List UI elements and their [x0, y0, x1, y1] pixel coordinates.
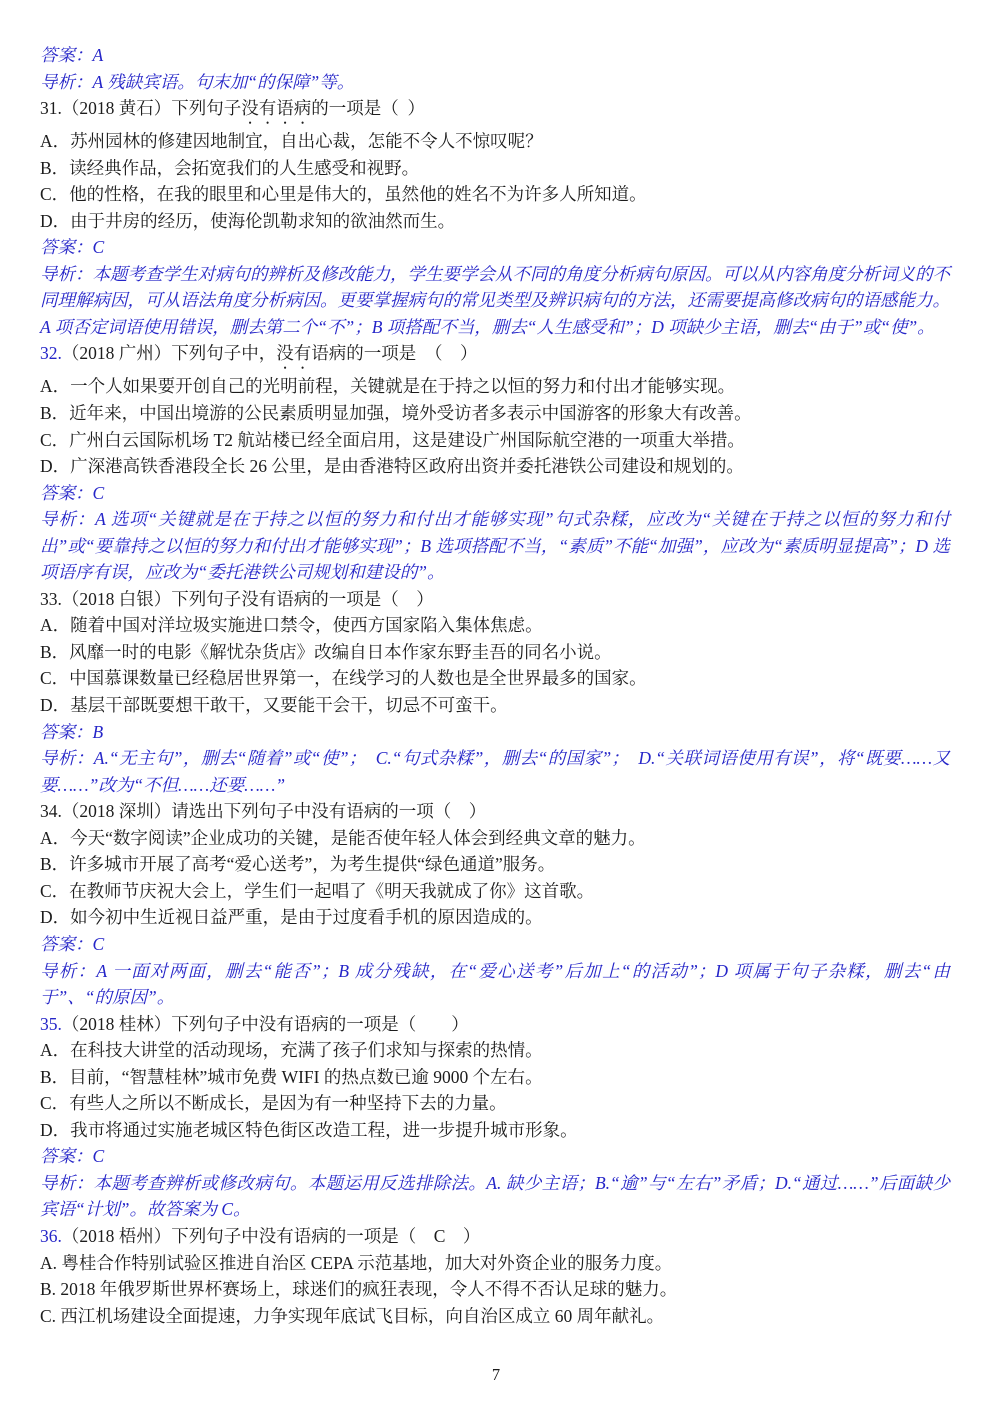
question-stem [40, 586, 950, 613]
option-line: B．读经典作品，会拓宽我们的人生感受和视野。 [40, 157, 420, 178]
option-line: A．在科技大讲堂的活动现场，充满了孩子们求知与探索的热情。 [40, 1040, 543, 1061]
option-line: C．中国慕课数量已经稳居世界第一，在线学习的人数也是全世界最多的国家。 [40, 668, 647, 689]
question-stem [40, 1011, 950, 1038]
question-number: 31. [40, 98, 62, 119]
option-line: C．广州白云国际机场 T2 航站楼已经全面启用，这是建设广州国际航空港的一项重大举措。 [40, 429, 745, 450]
question-number: 32. [40, 343, 62, 364]
analysis-text: 导析：本题考查学生对病句的辨析及修改能力，学生要学会从不同的角度分析病句原因。可以从内容角度分析词义的不同理解病因，可从语法角度分析病因。更要掌握病句的常见类型及辨识病句的方法，还需要提高修改病句的语感能力。A 项否定词语使用错误，删去第二个“不”；B 项搭配不当，删去“人生感受和”；D 项缺少主语，删去“由于”或“使”。 [40, 263, 950, 337]
question-stem-text: （2018 白银）下列句子没有语病的一项是（ ） [61, 588, 434, 609]
question-block [40, 1011, 950, 1223]
option-line: A．苏州园林的修建因地制宜，自出心裁，怎能不令人不惊叹呢？ [40, 131, 543, 152]
option-line: C．在教师节庆祝大会上，学生们一起唱了《明天我就成了你》这首歌。 [40, 880, 595, 901]
question-stem-emphasis: 没有 [276, 343, 312, 364]
question-stem [40, 798, 950, 825]
question-block [40, 1223, 950, 1329]
questions [40, 95, 950, 1329]
leading-answer-line: 答案：A [40, 45, 104, 65]
option-line: D．如今初中生近视日益严重，是由于过度看手机的原因造成的。 [40, 907, 543, 928]
answer-line: 答案：C [40, 933, 105, 954]
option-line: A．今天“数字阅读”企业成功的关键，是能否使年轻人体会到经典文章的魅力。 [40, 827, 646, 848]
analysis-text: 导析：A 一面对两面，删去“能否”；B 成分残缺，在“爱心送考”后加上“的活动”；D 项属于句子杂糅，删去“由于”、“的原因”。 [40, 960, 950, 1008]
option-line: B. 2018 年俄罗斯世界杯赛场上，球迷们的疯狂表现，令人不得不否认足球的魅力。 [40, 1279, 678, 1300]
leading-analysis-line: 导析：A 残缺宾语。句末加“的保障”等。 [40, 71, 355, 92]
answer-line: 答案：C [40, 1146, 105, 1167]
option-line: A. 粤桂合作特别试验区推进自治区 CEPA 示范基地，加大对外资企业的服务力度。 [40, 1252, 673, 1273]
option-line: C．有些人之所以不断成长，是因为有一种坚持下去的力量。 [40, 1093, 507, 1114]
question-stem-text: （2018 广州）下列句子中， [61, 343, 277, 364]
question-stem-text: （2018 深圳）请选出下列句子中没有语病的一项（ ） [61, 801, 487, 822]
question-stem [40, 340, 950, 373]
option-line: A．一个人如果要开创自己的光明前程，关键就是在于持之以恒的努力和付出才能够实现。 [40, 376, 736, 397]
question-block [40, 798, 950, 1010]
question-block [40, 95, 950, 340]
question-number: 34. [40, 801, 62, 822]
option-line: D．基层干部既要想干敢干，又要能干会干，切忌不可蛮干。 [40, 695, 508, 716]
analysis-text: 导析：A 选项“关键就是在于持之以恒的努力和付出才能够实现”句式杂糅，应改为“关键在于持之以恒的努力和付出”或“要靠持之以恒的努力和付出才能够实现”；B 选项搭配不当，“素质”不能“加强”，应改为“素质明显提高”；D 选项语序有误，应改为“委托港铁公司规划和建设的”。 [40, 509, 950, 583]
question-block [40, 586, 950, 798]
question-stem-text-after: 的一项是（ ） [311, 98, 425, 119]
question-block [40, 340, 950, 585]
option-line: D．由于井房的经历，使海伦凯勒求知的欲油然而生。 [40, 210, 456, 231]
page-number: 7 [491, 1365, 501, 1384]
option-line: C. 西江机场建设全面提速，力争实现年底试飞目标，向自治区成立 60 周年献礼。 [40, 1305, 665, 1326]
answer-line: 答案：C [40, 237, 105, 258]
option-line: B．风靡一时的电影《解忧杂货店》改编自日本作家东野圭吾的同名小说。 [40, 641, 612, 662]
question-number: 36. [40, 1225, 62, 1246]
question-stem-text: （2018 桂林）下列句子中没有语病的一项是（ ） [61, 1013, 469, 1034]
question-stem [40, 1223, 950, 1250]
option-line: B．近年来，中国出境游的公民素质明显加强，境外受访者多表示中国游客的形象大有改善。 [40, 403, 752, 424]
answer-line: 答案：C [40, 482, 105, 503]
analysis-text: 导析：A.“无主句”，删去“随着”或“使”； C.“句式杂糅”，删去“的国家”； D.“关联词语使用有误”，将“既要……又要……”改为“不但……还要……” [40, 748, 950, 795]
answer-line: 答案：B [40, 721, 104, 742]
question-stem-text: （2018 黄石）下列句子 [61, 98, 242, 119]
question-stem-emphasis: 没有语病 [241, 98, 312, 119]
option-line: B．许多城市开展了高考“爱心送考”，为考生提供“绿色通道”服务。 [40, 854, 556, 875]
question-number: 33. [40, 588, 62, 609]
option-line: A．随着中国对洋垃圾实施进口禁令，使西方国家陷入集体焦虑。 [40, 615, 543, 636]
option-line: C．他的性格，在我的眼里和心里是伟大的，虽然他的姓名不为许多人所知道。 [40, 184, 647, 205]
question-stem-text: （2018 梧州）下列句子中没有语病的一项是（ C ） [61, 1225, 481, 1246]
option-line: D．我市将通过实施老城区特色街区改造工程，进一步提升城市形象。 [40, 1119, 578, 1140]
option-line: B．目前，“智慧桂林”城市免费 WIFI 的热点数已逾 9000 个左右。 [40, 1066, 543, 1087]
option-line: D．广深港高铁香港段全长 26 公里，是由香港特区政府出资并委托港铁公司建设和规划的。 [40, 456, 744, 477]
question-stem [40, 95, 950, 128]
question-stem-text-after: 语病的一项是 （ ） [311, 343, 478, 364]
analysis-text: 导析：本题考查辨析或修改病句。本题运用反选排除法。A. 缺少主语；B.“逾”与“左右”矛盾；D.“通过……”后面缺少宾语“计划”。故答案为 C。 [40, 1172, 950, 1220]
question-number: 35. [40, 1013, 62, 1034]
